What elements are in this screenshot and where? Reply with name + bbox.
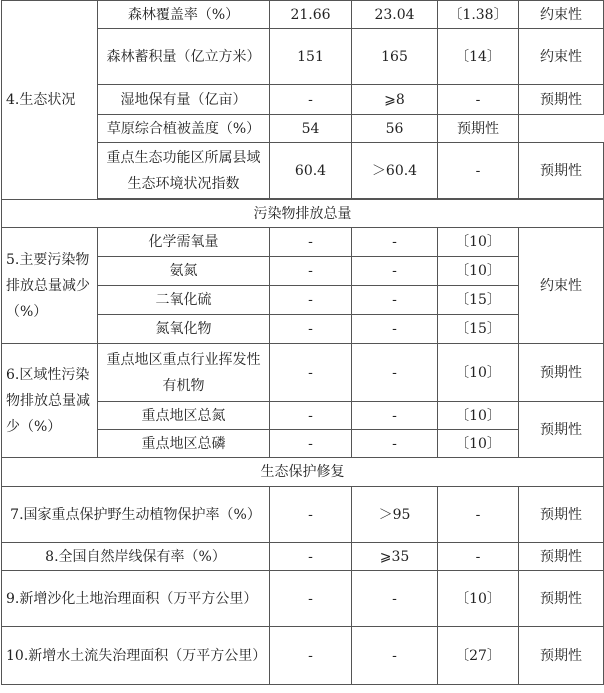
category-regional-pollutants: 6.区域性污染物排放总量减少（%） bbox=[2, 344, 98, 458]
attribute: 预期性 bbox=[519, 143, 604, 199]
attribute-empty bbox=[519, 115, 604, 143]
value-2025: - bbox=[352, 402, 438, 430]
value-2020: - bbox=[270, 627, 352, 685]
value-change: - bbox=[438, 543, 519, 571]
indicator-name: 氮氧化物 bbox=[98, 315, 270, 344]
value-2025: - bbox=[352, 430, 438, 458]
value-2025: ⩾8 bbox=[352, 85, 438, 115]
value-2025: 23.04 bbox=[352, 1, 438, 29]
indicator-name: 二氧化硫 bbox=[98, 286, 270, 315]
value-2020: 21.66 bbox=[270, 1, 352, 29]
value-change: 〔10〕 bbox=[438, 257, 519, 286]
value-2025: ＞60.4 bbox=[352, 143, 438, 199]
indicator-name: 重点地区总磷 bbox=[98, 430, 270, 458]
attribute: 预期性 bbox=[519, 487, 604, 543]
value-2025: - bbox=[352, 228, 438, 257]
value-2020: - bbox=[270, 228, 352, 257]
value-change: 〔1.38〕 bbox=[438, 1, 519, 29]
value-change: - bbox=[438, 85, 519, 115]
value-change: 〔27〕 bbox=[438, 627, 519, 685]
value-2025: 165 bbox=[352, 29, 438, 85]
attribute: 约束性 bbox=[519, 29, 604, 85]
indicator-name: 化学需氧量 bbox=[98, 228, 270, 257]
value-2020: - bbox=[270, 487, 352, 543]
value-change: 〔10〕 bbox=[438, 571, 519, 627]
indicator-name: 湿地保有量（亿亩） bbox=[98, 85, 270, 115]
value-change: 〔10〕 bbox=[438, 228, 519, 257]
value-2020: - bbox=[270, 85, 352, 115]
value-2025: 56 bbox=[352, 115, 438, 143]
value-2020: - bbox=[270, 286, 352, 315]
value-2025: - bbox=[352, 286, 438, 315]
attribute: 预期性 bbox=[519, 627, 604, 685]
attribute: 预期性 bbox=[519, 543, 604, 571]
attribute: 约束性 bbox=[519, 1, 604, 29]
value-change: 〔10〕 bbox=[438, 402, 519, 430]
indicator-name: 草原综合植被盖度（%） bbox=[98, 115, 270, 143]
value-2025: - bbox=[352, 344, 438, 402]
value-2020: - bbox=[270, 402, 352, 430]
value-change: 〔10〕 bbox=[438, 430, 519, 458]
attribute: 预期性 bbox=[519, 402, 604, 458]
category-major-pollutants: 5.主要污染物排放总量减少（%） bbox=[2, 228, 98, 344]
value-change: 〔15〕 bbox=[438, 286, 519, 315]
section-header-pollution: 污染物排放总量 bbox=[2, 200, 604, 228]
value-2020: - bbox=[270, 344, 352, 402]
value-change: 〔14〕 bbox=[438, 29, 519, 85]
value-change: 〔10〕 bbox=[438, 344, 519, 402]
section-header-protection: 生态保护修复 bbox=[2, 458, 604, 487]
eco-indicators-table bbox=[1, 0, 604, 685]
indicator-name: 重点地区总氮 bbox=[98, 402, 270, 430]
indicator-name: 10.新增水土流失治理面积（万平方公里） bbox=[2, 627, 270, 685]
value-2020: - bbox=[270, 571, 352, 627]
indicator-name: 氨氮 bbox=[98, 257, 270, 286]
value-2020: - bbox=[270, 430, 352, 458]
value-2020: 54 bbox=[270, 115, 352, 143]
value-2025: - bbox=[352, 315, 438, 344]
attribute: 预期性 bbox=[519, 571, 604, 627]
indicator-name: 森林蓄积量（亿立方米） bbox=[98, 29, 270, 85]
value-change: 〔15〕 bbox=[438, 315, 519, 344]
value-change: 预期性 bbox=[438, 115, 519, 143]
value-2020: 151 bbox=[270, 29, 352, 85]
value-2025: - bbox=[352, 257, 438, 286]
value-2020: - bbox=[270, 257, 352, 286]
attribute: 预期性 bbox=[519, 344, 604, 402]
value-2025: ＞95 bbox=[352, 487, 438, 543]
indicator-name: 9.新增沙化土地治理面积（万平方公里） bbox=[2, 571, 270, 627]
indicator-name: 重点地区重点行业挥发性有机物 bbox=[98, 344, 270, 402]
indicator-name: 重点生态功能区所属县域生态环境状况指数 bbox=[98, 143, 270, 199]
value-change: - bbox=[438, 487, 519, 543]
value-2025: ⩾35 bbox=[352, 543, 438, 571]
value-2025: - bbox=[352, 571, 438, 627]
value-2020: 60.4 bbox=[270, 143, 352, 199]
attribute: 约束性 bbox=[519, 228, 604, 344]
indicator-name: 森林覆盖率（%） bbox=[98, 1, 270, 29]
value-2025: - bbox=[352, 627, 438, 685]
category-eco-status: 4.生态状况 bbox=[2, 1, 98, 200]
indicator-name: 8.全国自然岸线保有率（%） bbox=[2, 543, 270, 571]
value-2020: - bbox=[270, 543, 352, 571]
value-2020: - bbox=[270, 315, 352, 344]
value-change: - bbox=[438, 143, 519, 199]
indicator-name: 7.国家重点保护野生动植物保护率（%） bbox=[2, 487, 270, 543]
attribute: 预期性 bbox=[519, 85, 604, 115]
